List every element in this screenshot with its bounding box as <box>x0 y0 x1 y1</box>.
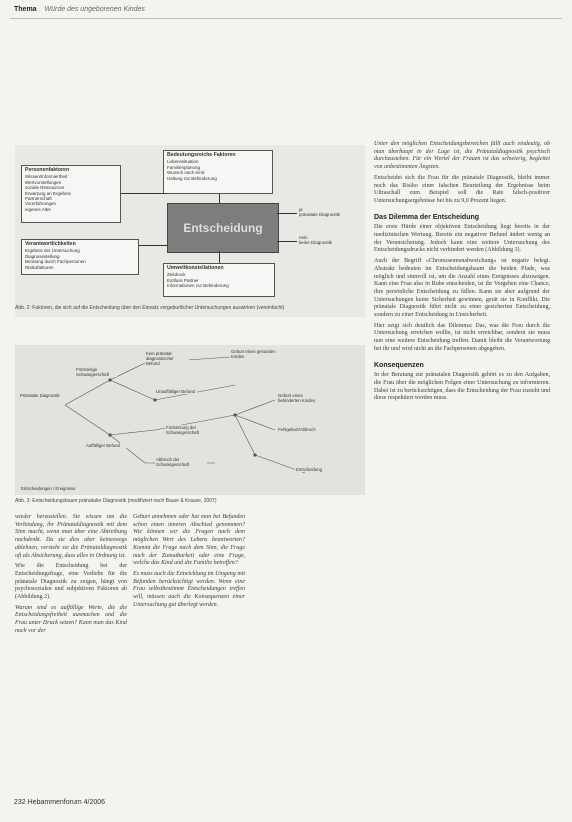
list-item: Familienplanung <box>167 164 201 170</box>
box-social-factors <box>163 150 273 194</box>
list-item: Erwartung an Ergebnis <box>25 190 71 196</box>
outcome-no: nein keine Diagnostik <box>299 235 333 245</box>
subheading: Konsequenzen <box>374 361 424 369</box>
connector <box>139 245 167 246</box>
figure-caption: Abb. 3: Entscheidungsbaum pränataler Diagnostik (modifiziert nach Bauer & Krause, 2007) <box>15 498 217 504</box>
tree-node: Kein pränatal-diagnostischer Befund <box>145 351 189 366</box>
list-item: Diagnosestellung <box>25 253 60 259</box>
box-title: Personenfaktoren <box>25 167 70 173</box>
tree-node: Auffälliger Befund <box>85 443 127 448</box>
paragraph: Geburt annehmen oder hat man bei Befunden schon einen inneren Abschied genommen? Wie können wir die Fragen nach dem möglichen Wert des Lebens beantworten? Kommt die Frage nach dem Sinn, die Frage nach der Zumutbarkeit oder eine Frage, welche das Kind und die Familie betreffen? <box>133 514 245 567</box>
section-title: Würde des ungeborenen Kindes <box>44 6 145 13</box>
tree-node: Fehlgeburt/Abbruch <box>277 427 327 432</box>
box-list <box>167 159 269 181</box>
paragraph: Warum sind es auffällige Werte, die die Entscheidungsfreiheit ausmachen und die Frau unter Druck setzen? Kann man das Kind noch vor der <box>15 604 127 634</box>
list-item: Ergebnis der Untersuchung <box>25 248 80 254</box>
middle-column <box>133 514 245 612</box>
subheading: Das Dilemma der Entscheidung <box>374 213 480 221</box>
list-item: eigenes Alter <box>25 206 52 212</box>
tree-node: Pränatale Diagnostik <box>19 393 65 398</box>
figure-decision-factors <box>15 145 365 317</box>
paragraph: Auch der Begriff «Chromosomenabweichung» ist negativ belegt. Abstrakt bedeuten im Entscheidungsbaum die beiden Pfade, was möglich und sinnvoll ist, um die Anzahl eines Ereignisses abzuwägen. Kann eine Frau also in Ruhe entscheiden, ist ihr Vorgehen eine Chance, ihre persönliche Entscheidung zu fällen. Kann sie aber aufgrund der Untersuchungen keine Sicherheit gewinnen, gerät sie in Konflikt. Die pränatale Diagnostik führt nicht zu einer gesicherten Entscheidung, sondern zu einer Entscheidung in Unsicherheit. <box>374 258 550 319</box>
paragraph: Es muss auch die Entwicklung im Umgang mit Befunden berücksichtigt werden. Wenn eine Frau selbstbestimmt Entscheidungen treffen will, müssen auch die Konsequenzen einer Untersuchung gut überlegt werden. <box>133 570 245 608</box>
box-environment-factors <box>163 263 275 297</box>
paragraph: In der Beratung zur pränatalen Diagnostik gehört es zu den Aufgaben, die Frau über die möglichen Folgen einer Untersuchung zu informieren. Dabei ist zu berücksichtigen, dass die Entscheidung der Frau zusteht und diese respektiert werden muss. <box>374 372 550 402</box>
paragraph: wieder herzustellen. Sie wissen um die Verbindung, ihr Pränataldiagnostik mit dem Sinn macht, wenn man über eine Abtreibung nachdenkt. Da sie dies aber keineswegs ablehnen, versteht sie die Pränataldiagnostik oft als Absicherung, dass alles in Ordnung ist. <box>15 514 127 559</box>
figure-caption: Abb. 2: Faktoren, die sich auf die Entscheidung über den Einsatz vorgeburtlicher Untersuchungen auswirken (vereinfacht) <box>15 305 285 311</box>
box-list <box>25 248 135 270</box>
list-item: Beratung durch Fachpersonen <box>25 259 86 265</box>
box-title: Verantwortlichkeiten <box>25 241 76 247</box>
left-column <box>15 514 127 639</box>
running-header <box>14 6 145 13</box>
box-title: Umweltkonstellationen <box>167 265 224 271</box>
list-item: Risikofaktoren <box>25 264 54 270</box>
connector <box>277 241 297 242</box>
box-medical-factors <box>21 239 139 275</box>
connector <box>219 194 220 203</box>
tree-node: Geburt eines behinderten Kindes <box>277 393 327 403</box>
box-personal-factors <box>21 165 121 223</box>
box-list <box>167 272 271 288</box>
list-item: Wunsch nach Kind <box>167 170 205 176</box>
section-label: Thema <box>14 6 37 13</box>
list-item: Lebenssituation <box>167 159 199 165</box>
tree-node: Frühzeitige Schwangerschaft <box>75 367 117 377</box>
list-item: Informationen zur Behinderung <box>167 283 229 289</box>
paragraph: Entscheidet sich die Frau für die pränatale Diagnostik, bleibt immer noch das Risiko einer falschen Beurteilung der Ergebnisse beim Ultraschall zum Beispiel soll die Rate falsch-positiver Untersuchungsergebnisse bei bis zu 9,0 Prozent liegen. <box>374 174 550 204</box>
tree-node: Geburt eines gesunden Kindes <box>230 349 280 359</box>
page-footer: 232 Hebammenforum 4/2006 <box>14 799 106 806</box>
figure-decision-tree <box>15 345 365 495</box>
connector <box>121 193 167 194</box>
tree-node: Entscheidung <box>295 467 345 472</box>
tree-legend: Entscheidungen / Ereignisse <box>21 486 76 491</box>
connector <box>219 251 220 263</box>
list-item: Haltung zur Behinderung <box>167 175 217 181</box>
paragraph: Wie die Entscheidung bei der Entscheidungsfrage, eine Vorliebe für die pränatale Diagnostik zu zeigen, hängt von psychosozialen und subjektiven Faktoren ab (Abbildung 2). <box>15 563 127 601</box>
decision-box: Entscheidung <box>167 203 279 253</box>
header-rule <box>10 18 562 19</box>
list-item: soziale Ressourcen <box>25 185 65 191</box>
paragraph: Die erste Hürde einer objektiven Entscheidung liegt bereits in der medizinischen Wertung. Bereits ein negativer Befund ändert wenig an der Verunsicherung. Jedoch kann eine weitere Untersuchung des Entscheidungsdrucks nicht verhindert werden (Abbildung 3). <box>374 224 550 254</box>
list-item: Wissen/Informiertheit <box>25 174 68 180</box>
list-item: Wertvorstellungen <box>25 179 62 185</box>
box-title: Bedeutungsreiche Faktoren <box>167 152 236 158</box>
tree-node: Abbruch der Schwangerschaft <box>155 457 207 467</box>
box-list <box>25 174 117 212</box>
paragraph: Hier zeigt sich deutlich das Dilemma: Das, was die Frau durch die Untersuchung erreichen wollte, ist nicht erreichbar, sondern sie muss nun eine weitere Entscheidung treffen. Damit bleibt die Verantwortung bei ihr und wird nicht an die Fachpersonen abgegeben. <box>374 322 550 352</box>
list-item: Zeitdruck <box>167 272 186 278</box>
right-column <box>374 141 550 406</box>
list-item: Partnerschaft <box>25 196 52 202</box>
tree-node: Unauffälliger Befund <box>155 389 197 394</box>
tree-lines <box>15 345 365 495</box>
tree-node: Fortsetzung der Schwangerschaft <box>165 425 211 435</box>
outcome-yes: ja pränatale Diagnostik <box>299 207 341 217</box>
paragraph: Unter den möglichen Entscheidungsbereichen fällt auch eindeutig, ob man überhaupt in der Lage ist, die Pränataldiagnostik psychisch durchzustehen. Für ein Viertel der Frauen ist das schwierig, begleitet von unbestimmten Ängsten. <box>374 141 550 171</box>
list-item: Vorerfahrungen <box>25 201 57 207</box>
list-item: Einfluss Partner <box>167 277 199 283</box>
connector <box>277 213 297 214</box>
